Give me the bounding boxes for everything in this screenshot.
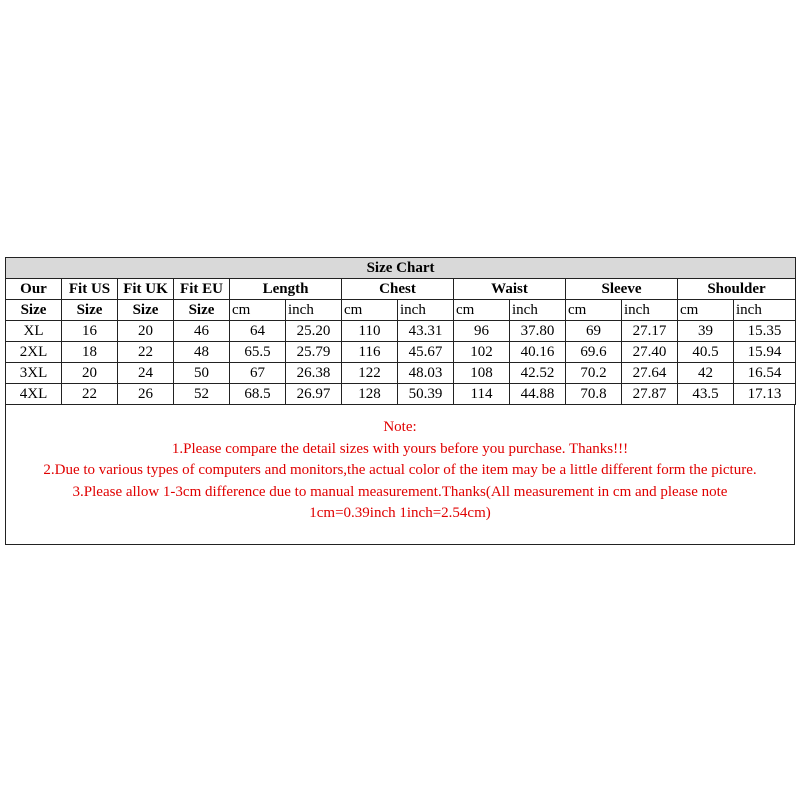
title-row	[6, 258, 796, 279]
eu-size-cell: 52	[174, 384, 230, 405]
waist-inch-cell: 44.88	[510, 384, 566, 405]
note-line-4: 1cm=0.39inch 1inch=2.54cm)	[309, 505, 491, 521]
unit-cm-sleeve: cm	[566, 300, 622, 321]
length-cm-cell: 65.5	[230, 342, 286, 363]
shoulder-inch-cell: 16.54	[734, 363, 796, 384]
header-row-1	[6, 279, 796, 300]
waist-inch-cell: 40.16	[510, 342, 566, 363]
us-size-cell: 18	[62, 342, 118, 363]
size-cell: 3XL	[6, 363, 62, 384]
unit-inch-sleeve: inch	[622, 300, 678, 321]
shoulder-cm-cell: 39	[678, 321, 734, 342]
us-size-cell: 22	[62, 384, 118, 405]
header-sleeve: Sleeve	[566, 279, 678, 300]
chest-inch-cell: 50.39	[398, 384, 454, 405]
eu-size-cell: 48	[174, 342, 230, 363]
waist-cm-cell: 96	[454, 321, 510, 342]
length-inch-cell: 25.20	[286, 321, 342, 342]
waist-cm-cell: 114	[454, 384, 510, 405]
chest-cm-cell: 128	[342, 384, 398, 405]
header-fit-us-line2: Size	[62, 300, 118, 321]
chest-cm-cell: 110	[342, 321, 398, 342]
unit-inch-waist: inch	[510, 300, 566, 321]
unit-cm-length: cm	[230, 300, 286, 321]
size-cell: 4XL	[6, 384, 62, 405]
sleeve-cm-cell: 69.6	[566, 342, 622, 363]
sleeve-cm-cell: 70.2	[566, 363, 622, 384]
uk-size-cell: 20	[118, 321, 174, 342]
table-row	[6, 342, 796, 363]
sleeve-inch-cell: 27.17	[622, 321, 678, 342]
shoulder-cm-cell: 40.5	[678, 342, 734, 363]
header-our-size-line2: Size	[6, 300, 62, 321]
header-shoulder: Shoulder	[678, 279, 796, 300]
note-line-3: 3.Please allow 1-3cm difference due to manual measurement.Thanks(All measurement in cm and please note	[72, 483, 728, 500]
header-fit-eu-line1: Fit EU	[174, 279, 230, 300]
chart-title: Size Chart	[6, 258, 796, 279]
waist-inch-cell: 42.52	[510, 363, 566, 384]
table-row	[6, 321, 796, 342]
unit-cm-waist: cm	[454, 300, 510, 321]
size-chart	[5, 257, 795, 545]
chest-cm-cell: 116	[342, 342, 398, 363]
header-length: Length	[230, 279, 342, 300]
unit-cm-chest: cm	[342, 300, 398, 321]
sleeve-inch-cell: 27.64	[622, 363, 678, 384]
note-line-1: 1.Please compare the detail sizes with yours before you purchase. Thanks!!!	[171, 440, 629, 457]
shoulder-inch-cell: 15.35	[734, 321, 796, 342]
header-waist: Waist	[454, 279, 566, 300]
sleeve-inch-cell: 27.87	[622, 384, 678, 405]
note-heading: Note:	[383, 419, 417, 435]
header-row-2	[6, 300, 796, 321]
shoulder-cm-cell: 43.5	[678, 384, 734, 405]
table-row	[6, 384, 796, 405]
chest-cm-cell: 122	[342, 363, 398, 384]
length-cm-cell: 67	[230, 363, 286, 384]
sleeve-cm-cell: 70.8	[566, 384, 622, 405]
size-cell: XL	[6, 321, 62, 342]
header-fit-us-line1: Fit US	[62, 279, 118, 300]
chest-inch-cell: 45.67	[398, 342, 454, 363]
chest-inch-cell: 43.31	[398, 321, 454, 342]
notes-box	[5, 405, 795, 545]
unit-inch-length: inch	[286, 300, 342, 321]
unit-cm-shoulder: cm	[678, 300, 734, 321]
eu-size-cell: 46	[174, 321, 230, 342]
length-inch-cell: 25.79	[286, 342, 342, 363]
us-size-cell: 16	[62, 321, 118, 342]
length-inch-cell: 26.97	[286, 384, 342, 405]
waist-cm-cell: 102	[454, 342, 510, 363]
sleeve-inch-cell: 27.40	[622, 342, 678, 363]
length-cm-cell: 68.5	[230, 384, 286, 405]
eu-size-cell: 50	[174, 363, 230, 384]
sleeve-cm-cell: 69	[566, 321, 622, 342]
header-our-size-line1: Our	[6, 279, 62, 300]
header-fit-uk-line1: Fit UK	[118, 279, 174, 300]
length-cm-cell: 64	[230, 321, 286, 342]
shoulder-inch-cell: 17.13	[734, 384, 796, 405]
size-table	[5, 257, 796, 405]
header-fit-eu-line2: Size	[174, 300, 230, 321]
us-size-cell: 20	[62, 363, 118, 384]
waist-cm-cell: 108	[454, 363, 510, 384]
shoulder-cm-cell: 42	[678, 363, 734, 384]
unit-inch-shoulder: inch	[734, 300, 796, 321]
chest-inch-cell: 48.03	[398, 363, 454, 384]
uk-size-cell: 22	[118, 342, 174, 363]
size-cell: 2XL	[6, 342, 62, 363]
uk-size-cell: 24	[118, 363, 174, 384]
header-chest: Chest	[342, 279, 454, 300]
uk-size-cell: 26	[118, 384, 174, 405]
length-inch-cell: 26.38	[286, 363, 342, 384]
waist-inch-cell: 37.80	[510, 321, 566, 342]
header-fit-uk-line2: Size	[118, 300, 174, 321]
table-row	[6, 363, 796, 384]
shoulder-inch-cell: 15.94	[734, 342, 796, 363]
unit-inch-chest: inch	[398, 300, 454, 321]
note-line-2: 2.Due to various types of computers and monitors,the actual color of the item may be a little different form the picture.	[43, 462, 757, 478]
